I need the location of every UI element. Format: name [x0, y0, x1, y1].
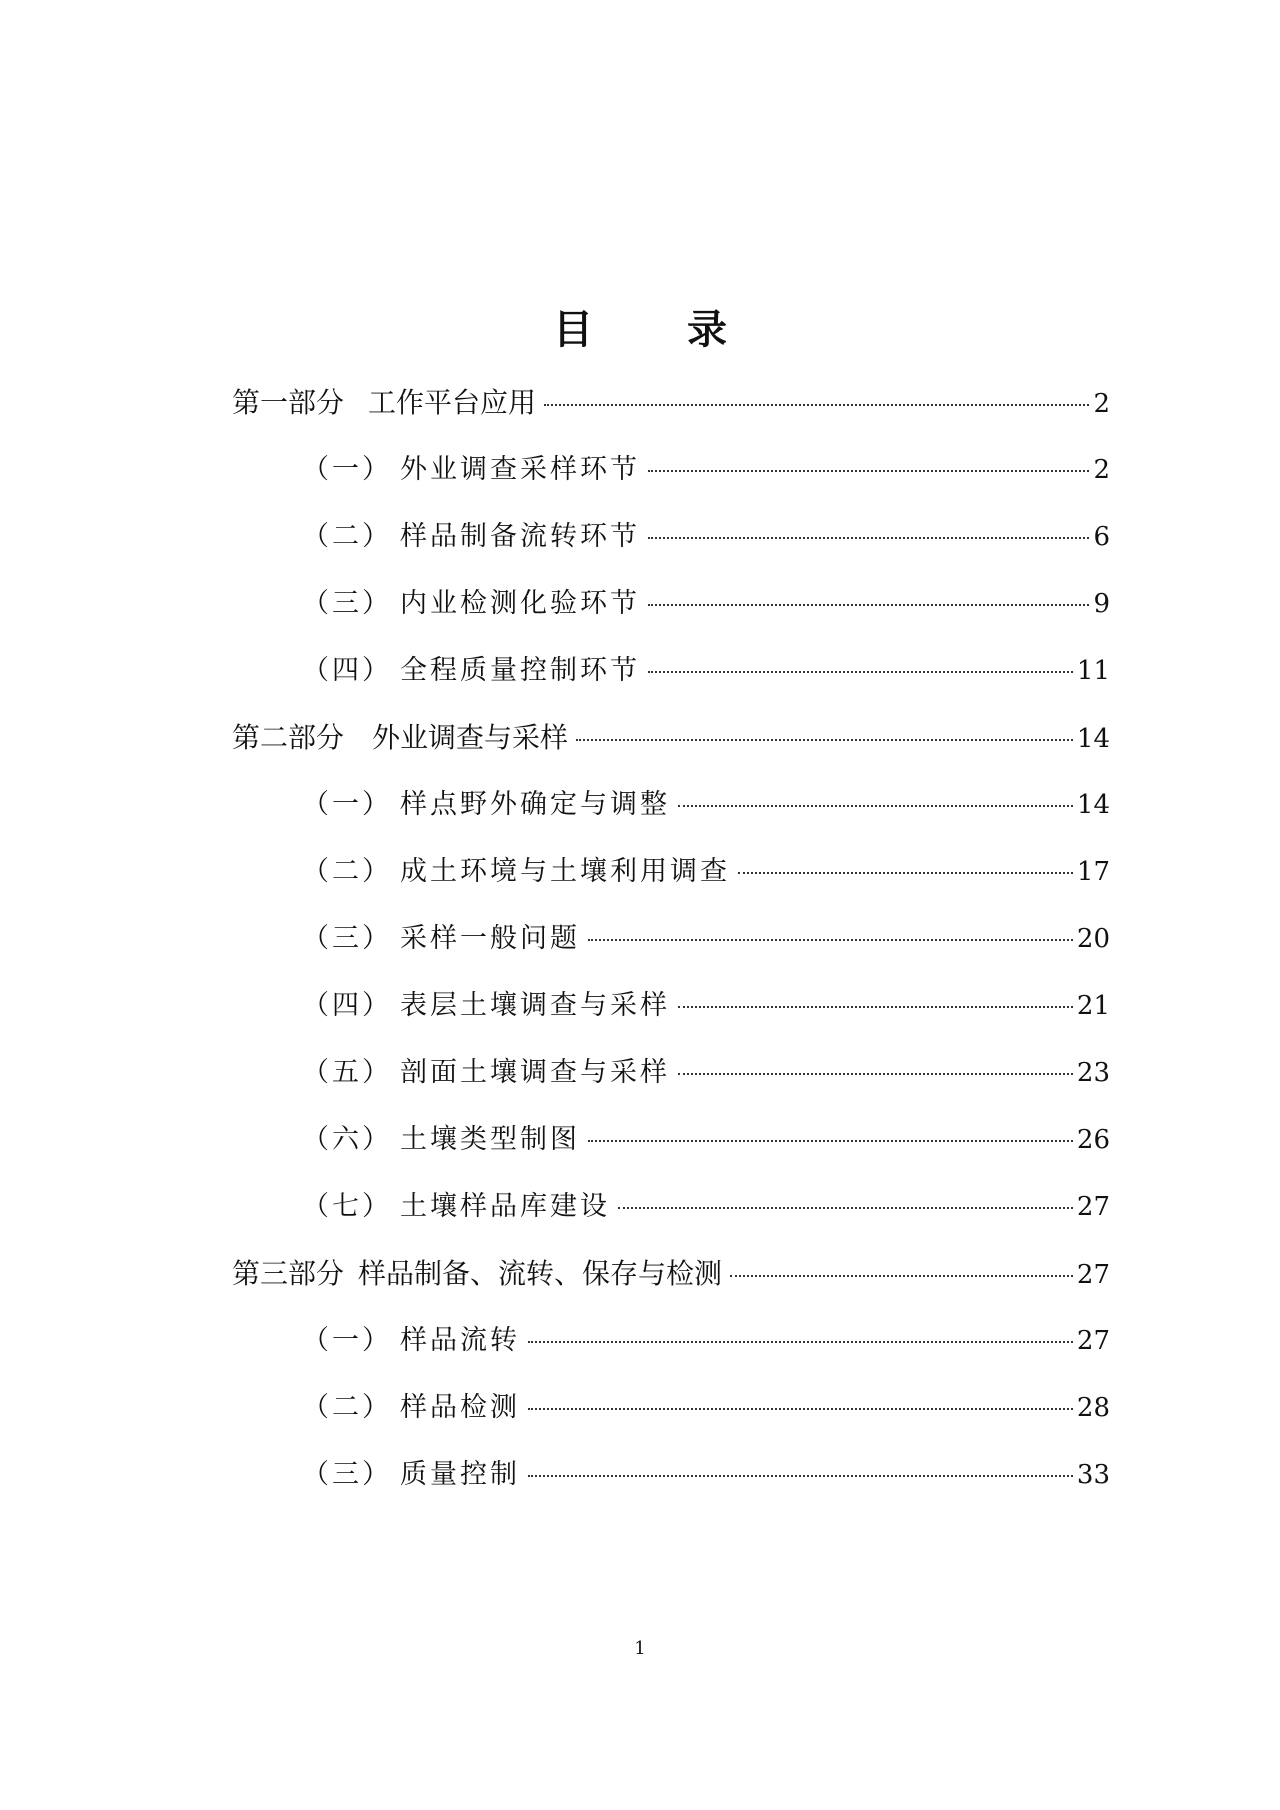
toc-section-entry[interactable]	[0, 1120, 1280, 1187]
toc-entry-page: 27	[1076, 1192, 1110, 1222]
toc-part-entry[interactable]	[0, 383, 1280, 450]
toc-part-entry[interactable]	[0, 1254, 1280, 1321]
toc-section-entry[interactable]	[0, 1388, 1280, 1455]
toc-entry-number: （一）	[302, 789, 392, 820]
toc-entry-page: 14	[1076, 790, 1110, 820]
toc-dot-leader	[730, 1274, 1073, 1277]
toc-dot-leader	[576, 738, 1073, 741]
toc-entry-heading	[302, 1321, 520, 1361]
toc-section-entry[interactable]	[0, 651, 1280, 718]
toc-title: 目 录	[553, 307, 767, 353]
toc-entry-heading	[302, 584, 640, 624]
toc-entry-page: 26	[1076, 1125, 1110, 1155]
toc-entry-page: 27	[1076, 1326, 1110, 1356]
toc-entry-heading	[302, 450, 640, 490]
toc-dot-leader	[528, 1407, 1073, 1410]
toc-entry-page: 6	[1093, 522, 1110, 552]
toc-entry-page: 33	[1076, 1460, 1110, 1490]
toc-section-entry[interactable]	[0, 852, 1280, 919]
toc-entry-number: （二）	[302, 1392, 392, 1423]
toc-dot-leader	[678, 1005, 1073, 1008]
toc-entry-label: 样品制备流转环节	[400, 521, 640, 552]
toc-entry-number: 第二部分	[232, 721, 345, 754]
toc-dot-leader	[528, 1340, 1073, 1343]
toc-entry-label: 外业调查采样环节	[400, 454, 640, 485]
toc-section-entry[interactable]	[0, 919, 1280, 986]
toc-part-entry[interactable]	[0, 718, 1280, 785]
toc-dot-leader	[588, 1139, 1073, 1142]
toc-entry-label: 采样一般问题	[400, 923, 580, 954]
toc-entry-number: 第三部分	[232, 1257, 345, 1290]
toc-section-entry[interactable]	[0, 584, 1280, 651]
toc-entry-number: （二）	[302, 521, 392, 552]
toc-section-entry[interactable]	[0, 1187, 1280, 1254]
toc-entry-heading	[302, 1053, 670, 1093]
toc-entry-number: （三）	[302, 923, 392, 954]
toc-dot-leader	[648, 670, 1073, 673]
toc-section-entry[interactable]	[0, 986, 1280, 1053]
toc-dot-leader	[648, 603, 1089, 606]
toc-entry-heading	[232, 718, 568, 758]
toc-dot-leader	[618, 1206, 1073, 1209]
toc-entry-page: 2	[1093, 389, 1110, 419]
toc-entry-heading	[302, 1187, 610, 1227]
toc-section-entry[interactable]	[0, 450, 1280, 517]
toc-entry-label: 全程质量控制环节	[400, 655, 640, 686]
toc-entry-number: （三）	[302, 588, 392, 619]
toc-section-entry[interactable]	[0, 1455, 1280, 1522]
toc-dot-leader	[648, 536, 1089, 539]
toc-entry-heading	[302, 986, 670, 1026]
toc-entry-label: 样品制备、流转、保存与检测	[358, 1257, 723, 1290]
toc-entry-page: 23	[1076, 1058, 1110, 1088]
toc-entry-label: 工作平台应用	[368, 386, 537, 419]
toc-entry-page: 27	[1076, 1260, 1110, 1290]
page-number: 1	[634, 1638, 646, 1659]
toc-entry-page: 9	[1093, 589, 1110, 619]
toc-entry-number: （五）	[302, 1057, 392, 1088]
toc-dot-leader	[678, 804, 1073, 807]
toc-entry-label: 剖面土壤调查与采样	[400, 1057, 670, 1088]
toc-section-entry[interactable]	[0, 1321, 1280, 1388]
toc-entry-heading	[302, 852, 730, 892]
toc-entry-heading	[302, 1455, 520, 1495]
toc-entry-page: 21	[1076, 991, 1110, 1021]
toc-entry-label: 土壤类型制图	[400, 1124, 580, 1155]
toc-dot-leader	[678, 1072, 1073, 1075]
toc-section-entry[interactable]	[0, 517, 1280, 584]
toc-entry-heading	[232, 383, 536, 423]
toc-entry-label: 内业检测化验环节	[400, 588, 640, 619]
toc-entry-heading	[302, 651, 640, 691]
toc-entry-page: 14	[1076, 724, 1110, 754]
toc-dot-leader	[648, 469, 1089, 472]
toc-entry-label: 质量控制	[400, 1459, 520, 1490]
toc-entry-label: 表层土壤调查与采样	[400, 990, 670, 1021]
toc-section-entry[interactable]	[0, 785, 1280, 852]
toc-entry-label: 土壤样品库建设	[400, 1191, 610, 1222]
toc-entry-label: 样点野外确定与调整	[400, 789, 670, 820]
toc-entry-page: 11	[1076, 656, 1110, 686]
toc-entry-label: 样品流转	[400, 1325, 520, 1356]
toc-entry-number: （三）	[302, 1459, 392, 1490]
toc-entry-heading	[302, 1120, 580, 1160]
toc-entry-heading	[302, 1388, 520, 1428]
toc-dot-leader	[738, 871, 1073, 874]
toc-entry-heading	[232, 1254, 722, 1294]
toc-section-entry[interactable]	[0, 1053, 1280, 1120]
toc-entry-heading	[302, 919, 580, 959]
toc-entry-label: 外业调查与采样	[372, 721, 569, 754]
toc-entry-page: 2	[1093, 455, 1110, 485]
toc-dot-leader	[588, 938, 1073, 941]
toc-entry-page: 28	[1076, 1393, 1110, 1423]
toc-entry-number: （七）	[302, 1191, 392, 1222]
toc-entry-heading	[302, 785, 670, 825]
toc-entry-page: 17	[1076, 857, 1110, 887]
toc-entry-label: 成土环境与土壤利用调查	[400, 856, 730, 887]
toc-entry-number: （一）	[302, 454, 392, 485]
toc-entry-number: （二）	[302, 856, 392, 887]
toc-entry-number: 第一部分	[232, 386, 345, 419]
toc-dot-leader	[544, 403, 1089, 406]
toc-entry-number: （四）	[302, 655, 392, 686]
toc-entry-number: （六）	[302, 1124, 392, 1155]
toc-entry-label: 样品检测	[400, 1392, 520, 1423]
toc-entry-number: （一）	[302, 1325, 392, 1356]
table-of-contents	[0, 383, 1280, 1522]
toc-entry-page: 20	[1076, 924, 1110, 954]
toc-entry-number: （四）	[302, 990, 392, 1021]
toc-entry-heading	[302, 517, 640, 557]
toc-dot-leader	[528, 1474, 1073, 1477]
